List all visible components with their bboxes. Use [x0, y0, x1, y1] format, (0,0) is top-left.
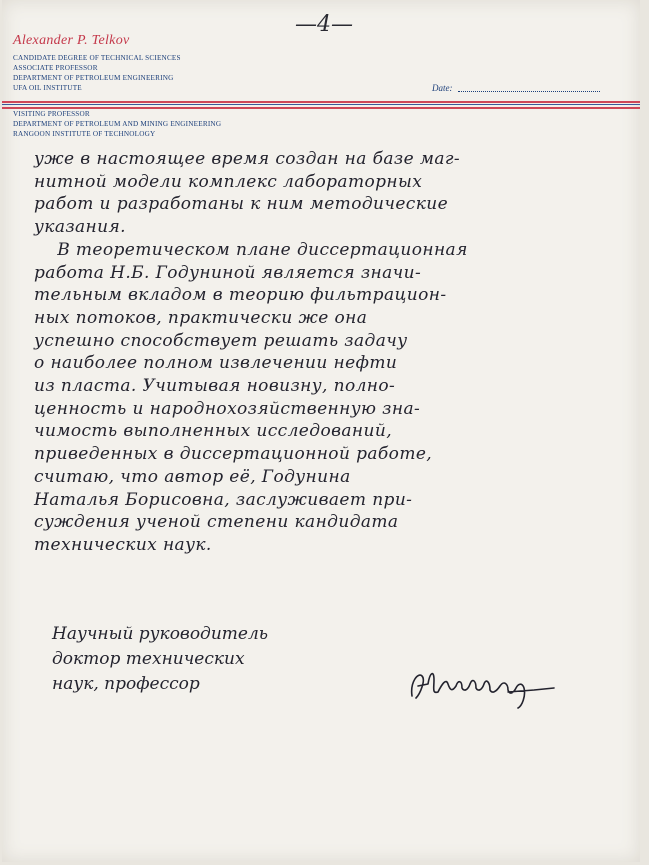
letterhead-rule-red: [2, 101, 640, 103]
body-line: успешно способствует решать задачу: [34, 330, 408, 351]
body-line: приведенных в диссертационной работе,: [34, 444, 433, 465]
signature-title-line: Научный руководитель: [52, 624, 269, 644]
letterhead-line: ASSOCIATE PROFESSOR: [13, 64, 98, 72]
letterhead-line: VISITING PROFESSOR: [13, 110, 90, 118]
body-line: ных потоков, практически же она: [34, 307, 368, 328]
letter-page: [2, 0, 640, 862]
body-line: Наталья Борисовна, заслуживает при-: [34, 489, 413, 510]
letterhead-credentials: [13, 53, 181, 93]
body-line: суждения ученой степени кандидата: [34, 512, 399, 533]
letterhead-line: UFA OIL INSTITUTE: [13, 84, 82, 92]
signature-title-line: доктор технических: [52, 649, 245, 669]
body-line: работ и разработаны к ним методические: [34, 194, 449, 215]
body-line: ценность и народнохозяйственную зна-: [34, 398, 421, 419]
handwritten-signature: [404, 662, 594, 712]
handwritten-body: [34, 148, 624, 557]
signature-title-line: наук, профессор: [52, 674, 200, 694]
letterhead-line: CANDIDATE DEGREE OF TECHNICAL SCIENCES: [13, 54, 181, 62]
page-number: —4—: [295, 12, 353, 37]
body-line: уже в настоящее время создан на базе маг-: [34, 149, 461, 169]
body-line: нитной модели комплекс лабораторных: [34, 171, 423, 192]
letterhead-visiting: [13, 109, 221, 139]
letterhead-rule-blue: [2, 104, 640, 105]
body-line: В теоретическом плане диссертационная: [34, 239, 468, 260]
letterhead-line: DEPARTMENT OF PETROLEUM AND MINING ENGINEERING: [13, 120, 222, 128]
letterhead-line: DEPARTMENT OF PETROLEUM ENGINEERING: [13, 74, 174, 82]
body-line: указания.: [34, 217, 126, 238]
body-line: чимость выполненных исследований,: [34, 421, 393, 442]
body-line: тельным вкладом в теорию фильтрацион-: [34, 285, 447, 306]
body-line: работа Н.Б. Годуниной является значи-: [34, 262, 422, 283]
date-field-line: [458, 91, 600, 92]
signature-title-block: [52, 622, 268, 697]
body-line: считаю, что автор её, Годунина: [34, 466, 351, 487]
body-line: о наиболее полном извлечении нефти: [34, 353, 398, 374]
body-line: технических наук.: [34, 534, 212, 555]
date-label: Date:: [432, 83, 453, 93]
letterhead-name: Alexander P. Telkov: [13, 33, 130, 48]
body-line: из пласта. Учитывая новизну, полно-: [34, 376, 396, 397]
letterhead-line: RANGOON INSTITUTE OF TECHNOLOGY: [13, 130, 156, 138]
